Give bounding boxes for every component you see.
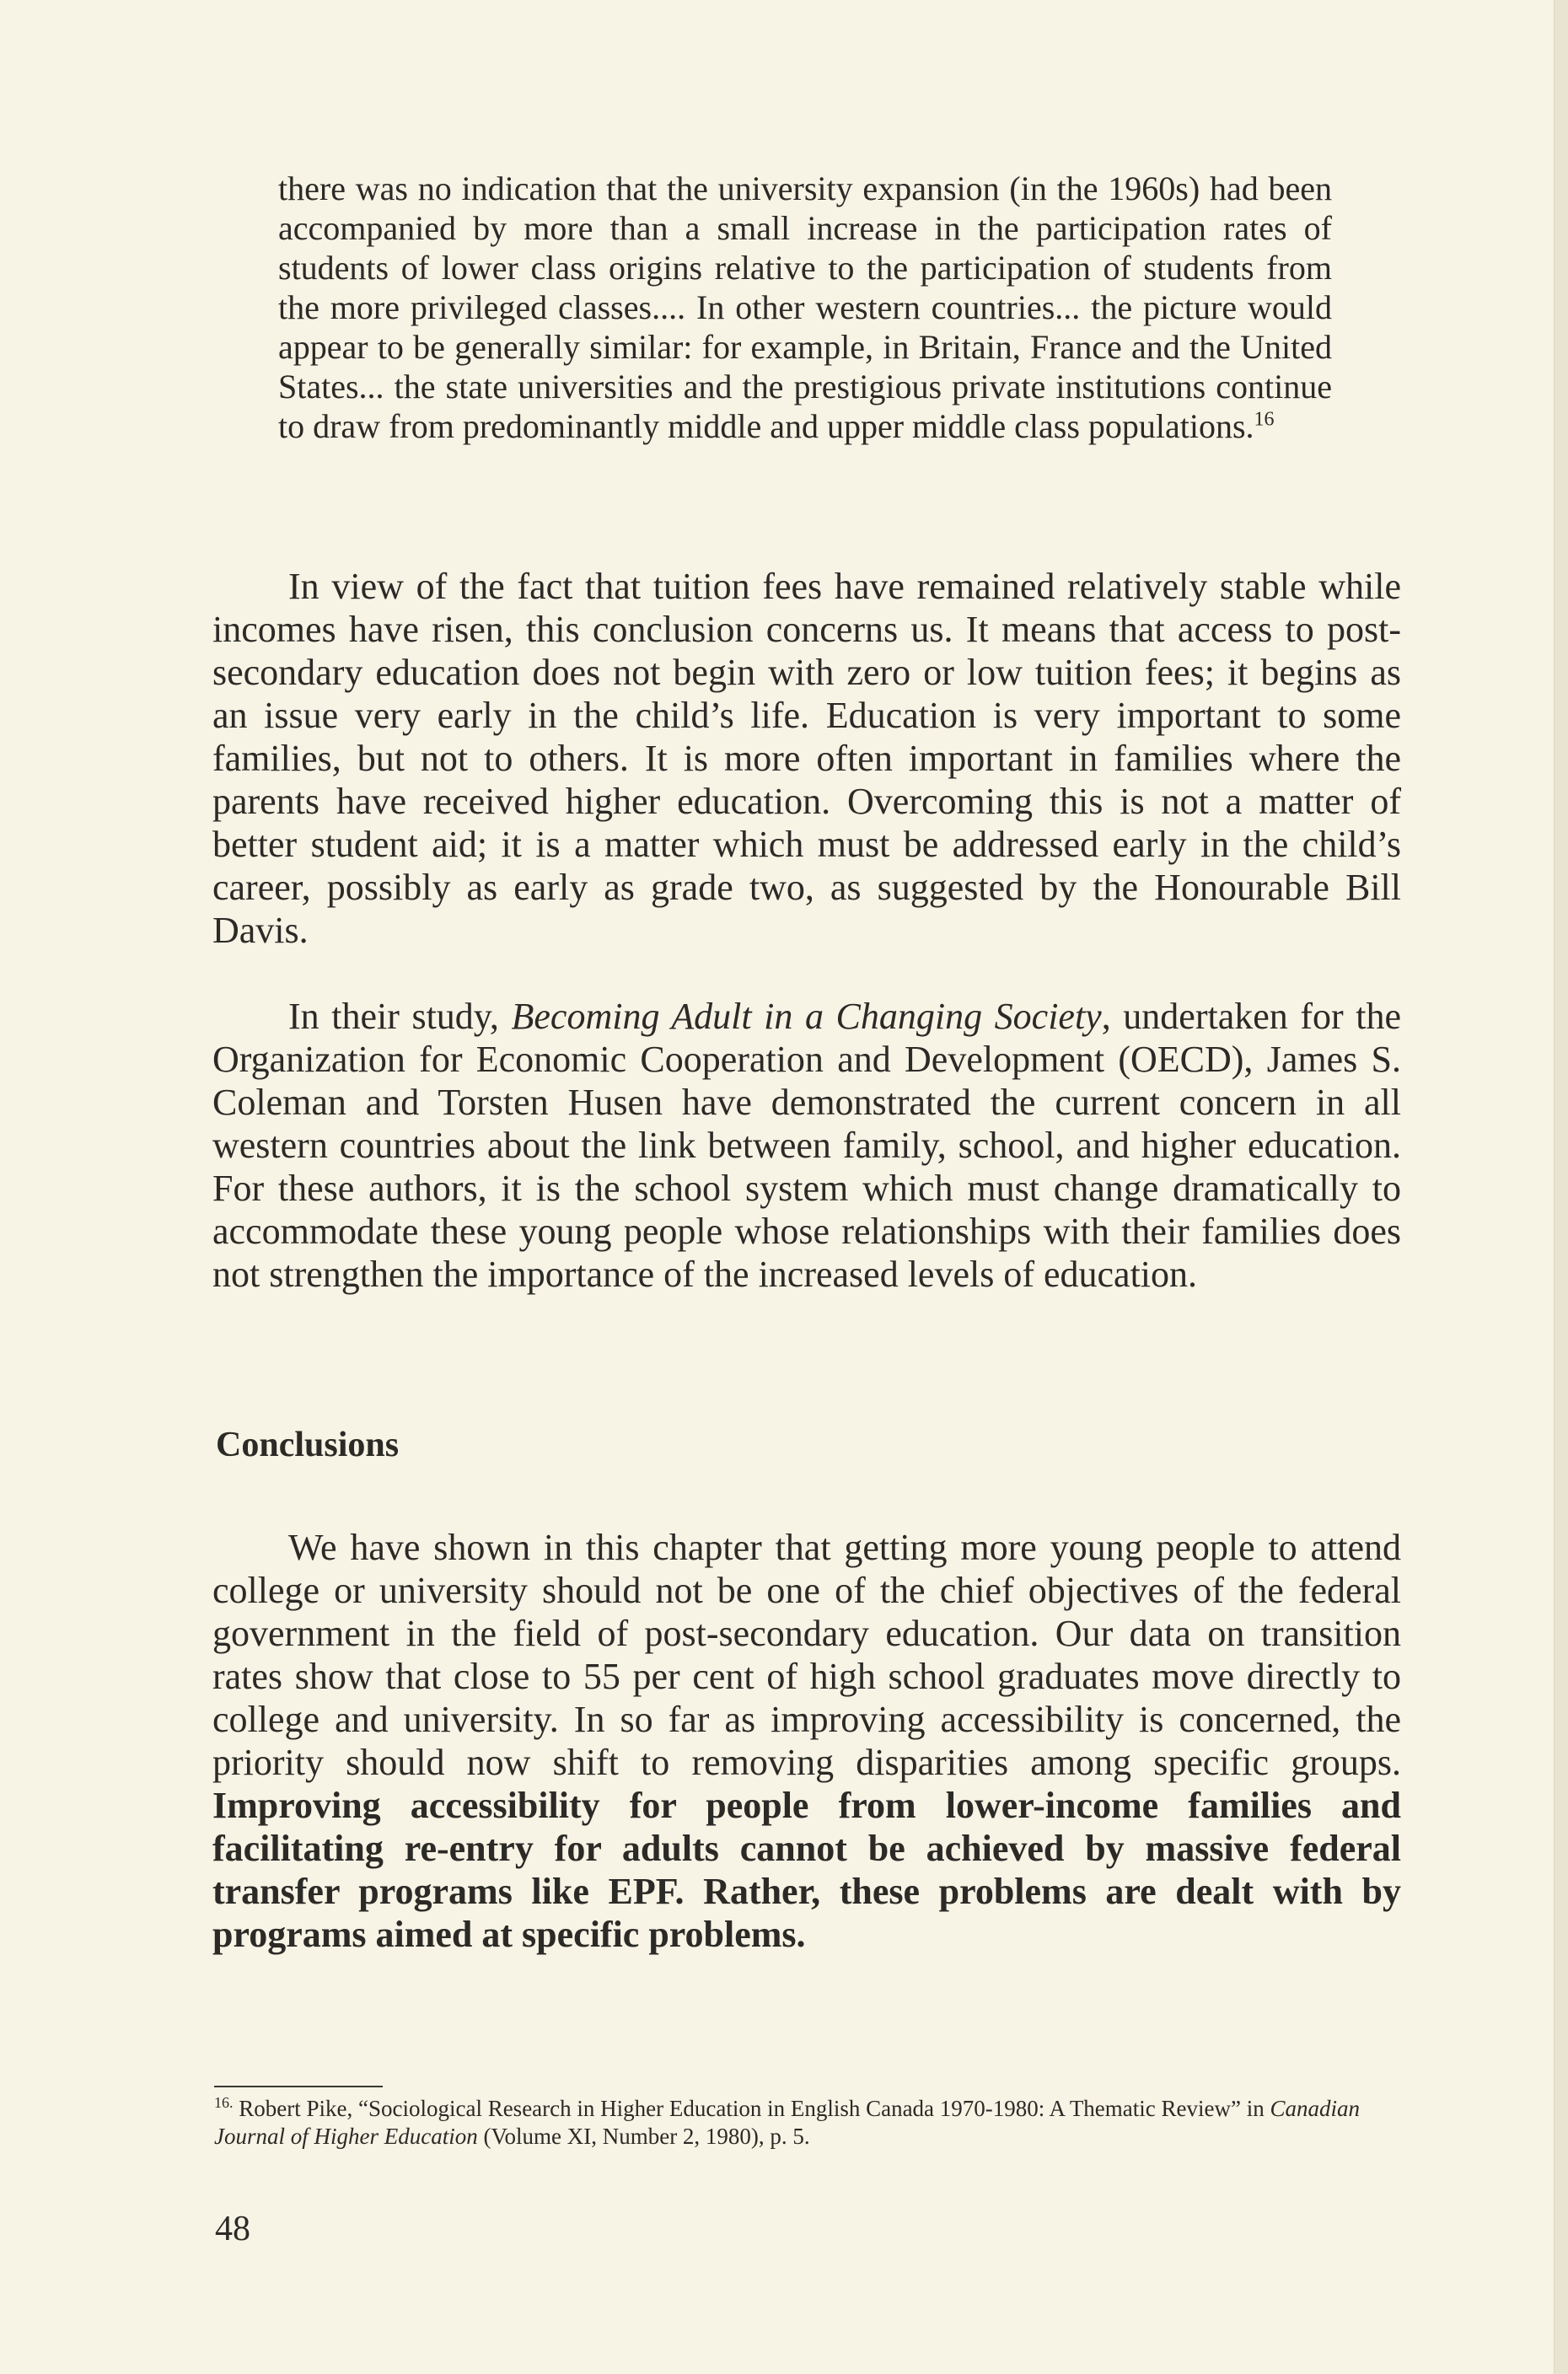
footnote — [214, 2095, 1403, 2151]
block-quote — [278, 169, 1332, 446]
section-heading-conclusions: Conclusions — [216, 1426, 400, 1464]
footnote-journal-title: Canadian Journal of Higher Education — [214, 2096, 1360, 2149]
page-edge — [1554, 0, 1568, 2374]
footnote-text-start: Robert Pike, “Sociological Research in Higher Education in English Canada 1970-1980: A Thematic Review” in — [233, 2096, 1270, 2121]
footnote-divider — [214, 2086, 383, 2087]
footnote-text-end: (Volume XI, Number 2, 1980), p. 5. — [477, 2124, 810, 2149]
paragraph-conclusions — [212, 1526, 1401, 1956]
study-title: Becoming Adult in a Changing Society — [511, 996, 1102, 1037]
paragraph-oecd-study — [212, 995, 1401, 1296]
page-number: 48 — [215, 2210, 250, 2248]
footnote-reference: 16 — [1254, 408, 1275, 431]
conclusions-bold-text: Improving accessibility for people from lower-income families and facilitating re-entry for adults cannot be achieved by massive federal transfer programs like EPF. Rather, these problems are dealt with by programs aimed at specific problems. — [212, 1785, 1401, 1955]
paragraph-oecd-body: , undertaken for the Organization for Economic Cooperation and Development (OECD), James S. Coleman and Torsten Husen have demonstrated the current concern in all western countries about the link between family, school, and higher education. For these authors, it is the school system which must change dramatically to accommodate these young people whose relationships with their families does not strengthen the importance of the increased levels of education. — [212, 996, 1401, 1295]
paragraph-oecd-intro: In their study, — [288, 996, 512, 1037]
block-quote-text: there was no indication that the university expansion (in the 1960s) had been accompanied by more than a small increase in the participation rates of students of lower class origins relative to the participation of students from the more privileged classes.... In other western countries... the picture would appear to be generally similar: for example, in Britain, France and the United States... the state universities and the prestigious private institutions continue to draw from predominantly middle and upper middle class populations. — [278, 169, 1332, 445]
conclusions-regular-text: We have shown in this chapter that getting more young people to attend college or university should not be one of the chief objectives of the federal government in the field of post-secondary education. Our data on transition rates show that close to 55 per cent of high school graduates move directly to college and university. In so far as improving accessibility is concerned, the priority should now shift to removing disparities among specific groups. — [212, 1527, 1401, 1783]
footnote-number: 16. — [214, 2094, 234, 2111]
paragraph-tuition-fees: In view of the fact that tuition fees have remained relatively stable while incomes have risen, this conclusion concerns us. It means that access to post-secondary education does not begin with zero or low tuition fees; it begins as an issue very early in the child’s life. Education is very important to some families, but not to others. It is more often important in families where the parents have received higher education. Overcoming this is not a matter of better student aid; it is a matter which must be addressed early in the child’s career, possibly as early as grade two, as suggested by the Honourable Bill Davis. — [212, 566, 1401, 951]
